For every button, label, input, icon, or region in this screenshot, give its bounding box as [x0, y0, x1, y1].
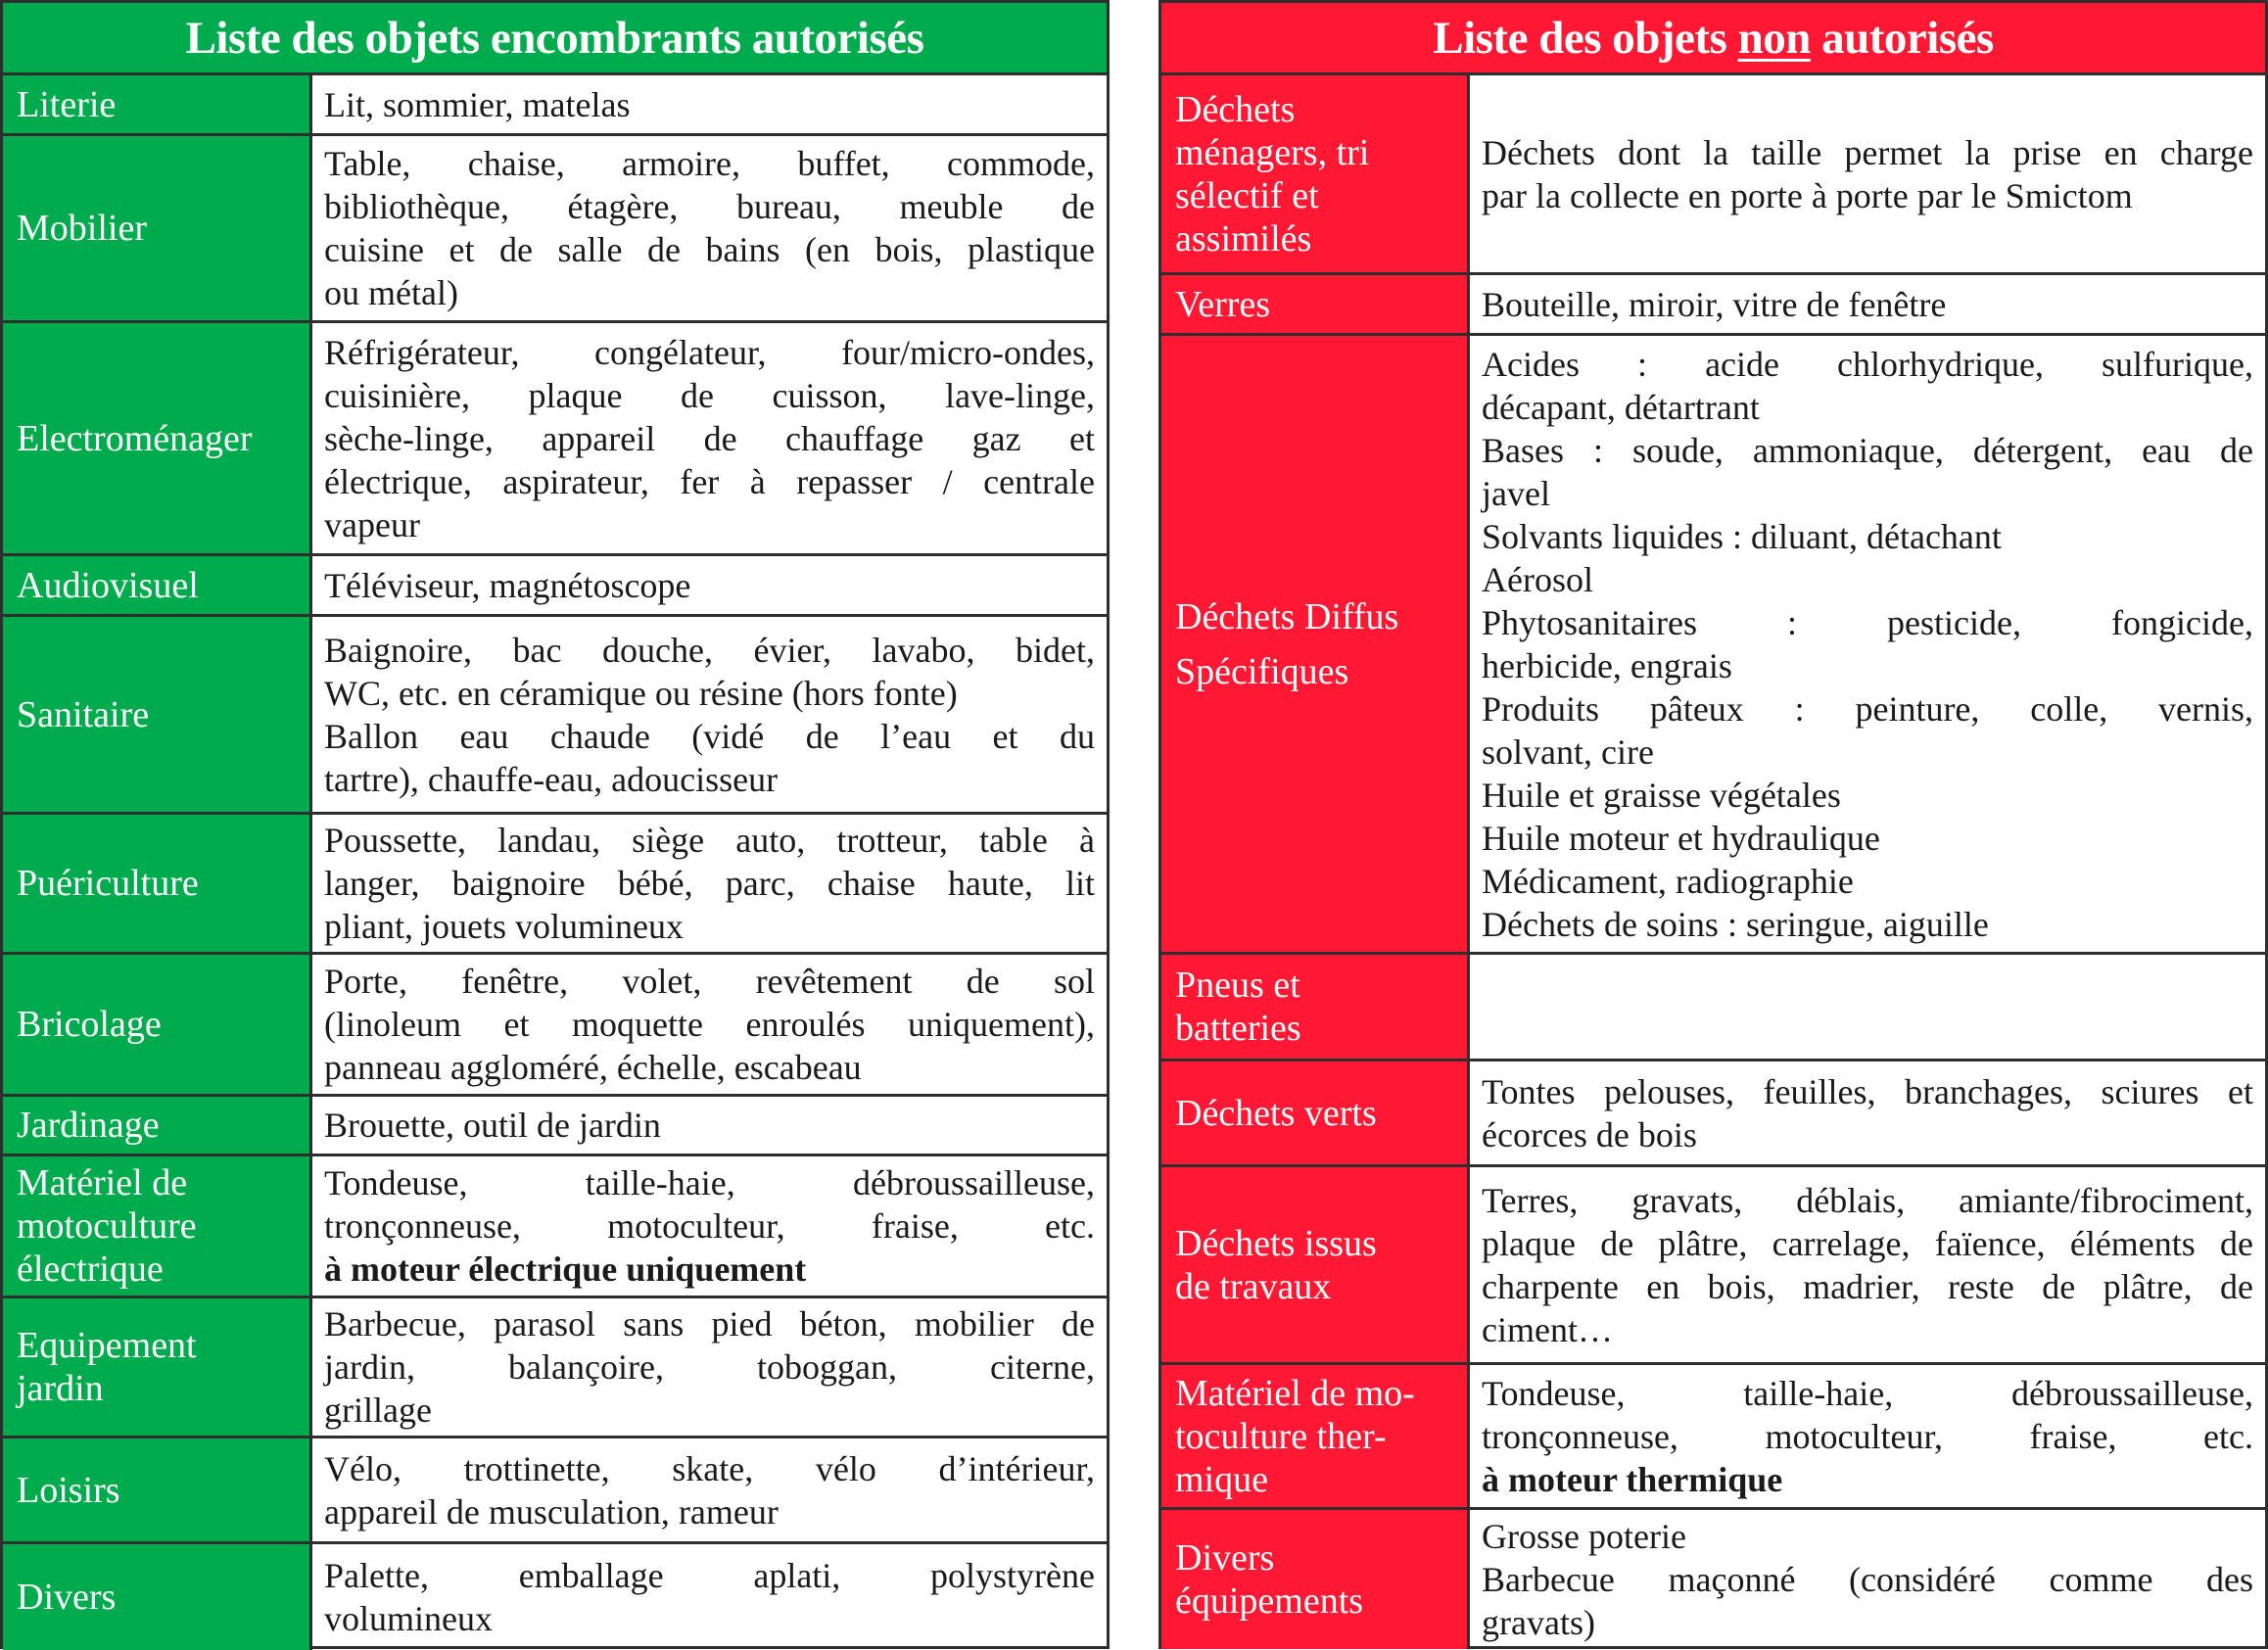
- category-label-line: Déchets issus: [1175, 1222, 1377, 1264]
- item-line: herbicide, engrais: [1482, 645, 1732, 685]
- allowed-title-text: Liste des objets encombrants autorisés: [185, 12, 924, 64]
- category-label: [1161, 1510, 1470, 1649]
- item-line: tartre), chauffe-eau, adoucisseur: [324, 759, 779, 799]
- category-items: [312, 556, 1107, 614]
- category-label-line: Divers: [17, 1577, 117, 1618]
- forbidden-table-row: [1161, 75, 2265, 275]
- category-label-line: Jardinage: [17, 1105, 160, 1146]
- category-label-line: Pneus et: [1175, 965, 1300, 1006]
- item-line: écorces de bois: [1482, 1114, 1697, 1155]
- category-items: [312, 617, 1107, 812]
- item-line: Huile et graisse végétales: [1482, 775, 1841, 815]
- category-label-line: Divers: [1175, 1537, 1275, 1579]
- allowed-table-row: [3, 75, 1107, 136]
- category-label-line: Déchets verts: [1175, 1092, 1377, 1134]
- allowed-table-row: [3, 815, 1107, 955]
- allowed-table-row: [3, 1544, 1107, 1650]
- category-label-line: Déchets Diffus: [1175, 595, 1399, 637]
- category-label: [3, 75, 312, 133]
- item-line: Réfrigérateur, congélateur, four/micro-ondes,: [324, 332, 1095, 372]
- item-line: Palette, emballage aplati, polystyrène: [324, 1556, 1095, 1595]
- item-restriction-note: à moteur thermique: [1482, 1459, 1783, 1499]
- category-label-line: Bricolage: [17, 1004, 162, 1045]
- item-line: Baignoire, bac douche, évier, lavabo, bidet,: [324, 630, 1095, 670]
- item-line: (linoleum et moquette enroulés uniquement),: [324, 1005, 1095, 1044]
- category-label-line: toculture ther-: [1175, 1415, 1387, 1457]
- category-label-line: ménagers, tri: [1175, 131, 1370, 173]
- item-line: Déchets dont la taille permet la prise en charge: [1482, 132, 2253, 172]
- category-items: [1470, 1365, 2265, 1507]
- category-items: [1470, 336, 2265, 952]
- allowed-table-row: [3, 1438, 1107, 1544]
- item-line: Lit, sommier, matelas: [324, 84, 631, 124]
- category-label: [1161, 336, 1470, 952]
- item-line: javel: [1482, 473, 1550, 513]
- category-items: [312, 1544, 1107, 1650]
- item-line: décapant, détartrant: [1482, 387, 1760, 427]
- item-line: Brouette, outil de jardin: [324, 1106, 661, 1145]
- category-items: [1470, 1167, 2265, 1362]
- item-line: Terres, gravats, déblais, amiante/fibrociment,: [1482, 1180, 2253, 1220]
- category-label: [3, 136, 312, 320]
- item-line: Tontes pelouses, feuilles, branchages, sciures et: [1482, 1071, 2253, 1111]
- category-items: [1470, 1510, 2265, 1649]
- category-label-line: assimilés: [1175, 217, 1312, 259]
- forbidden-table-row: [1161, 275, 2265, 336]
- allowed-table-row: [3, 1156, 1107, 1298]
- category-label-line: Electroménager: [17, 417, 253, 459]
- category-items: [312, 1298, 1107, 1436]
- category-label-line: Sanitaire: [17, 693, 150, 735]
- category-label-line: Matériel de: [17, 1162, 188, 1203]
- category-label: [3, 556, 312, 614]
- item-line: ou métal): [324, 273, 458, 312]
- category-label-line: équipements: [1175, 1580, 1364, 1622]
- item-line: WC, etc. en céramique ou résine (hors fonte): [324, 673, 958, 713]
- item-line: Poussette, landau, siège auto, trotteur, table à: [324, 821, 1095, 860]
- item-line: cuisine et de salle de bains (en bois, plastique: [324, 230, 1095, 269]
- category-items: [1470, 955, 2265, 1059]
- category-label-line: mique: [1175, 1458, 1268, 1500]
- item-line: jardin, balançoire, toboggan, citerne,: [324, 1347, 1095, 1387]
- item-line: Tondeuse, taille-haie, débroussailleuse,: [1482, 1373, 2253, 1413]
- item-line: Barbecue maçonné (considéré comme des: [1482, 1560, 2253, 1599]
- item-line: Produits pâteux : peinture, colle, vernis,: [1482, 688, 2253, 729]
- category-label: [3, 1544, 312, 1650]
- item-line: Déchets de soins : seringue, aiguille: [1482, 904, 1989, 944]
- category-label-line: Mobilier: [17, 208, 147, 249]
- category-items: [312, 955, 1107, 1094]
- allowed-table-row: [3, 1097, 1107, 1156]
- item-line: tronçonneuse, motoculteur, fraise, etc.: [324, 1206, 1095, 1246]
- forbidden-table-row: [1161, 336, 2265, 955]
- category-label-line: Equipement: [17, 1325, 197, 1366]
- item-line: Phytosanitaires : pesticide, fongicide,: [1482, 602, 2253, 642]
- item-line: cuisinière, plaque de cuisson, lave-linge,: [324, 375, 1095, 415]
- item-line: Bouteille, miroir, vitre de fenêtre: [1482, 284, 1947, 324]
- item-line: ciment…: [1482, 1309, 1613, 1349]
- allowed-table-row: [3, 955, 1107, 1097]
- category-label-line: Matériel de mo-: [1175, 1372, 1415, 1414]
- item-line: plaque de plâtre, carrelage, faïence, éléments de: [1482, 1223, 2253, 1263]
- item-restriction-note: à moteur électrique uniquement: [324, 1249, 807, 1289]
- allowed-table-row: [3, 323, 1107, 556]
- category-label-line: sélectif et: [1175, 174, 1319, 216]
- category-label: [3, 1156, 312, 1296]
- item-line: par la collecte en porte à porte par le Smictom: [1482, 175, 2133, 215]
- category-items: [1470, 1061, 2265, 1164]
- forbidden-title-start: Liste des objets: [1433, 12, 1738, 64]
- category-label-line: Spécifiques: [1175, 650, 1349, 692]
- category-label-line: Déchets: [1175, 88, 1296, 130]
- item-line: Ballon eau chaude (vidé de l’eau et du: [324, 716, 1095, 756]
- category-items: [1470, 275, 2265, 333]
- forbidden-table-row: [1161, 955, 2265, 1061]
- item-line: Tondeuse, taille-haie, débroussailleuse,: [324, 1163, 1095, 1202]
- item-line: Huile moteur et hydraulique: [1482, 818, 1880, 858]
- category-label: [1161, 955, 1470, 1059]
- category-label: [1161, 1167, 1470, 1362]
- forbidden-table-row: [1161, 1167, 2265, 1365]
- item-line: charpente en bois, madrier, reste de plâtre, de: [1482, 1266, 2253, 1306]
- item-line: bibliothèque, étagère, bureau, meuble de: [324, 187, 1095, 226]
- category-items: [312, 75, 1107, 133]
- category-items: [312, 815, 1107, 952]
- category-items: [312, 1156, 1107, 1296]
- allowed-items-table: [0, 0, 1110, 1649]
- forbidden-table-row: [1161, 1365, 2265, 1510]
- item-line: volumineux: [324, 1599, 493, 1638]
- item-line: grillage: [324, 1391, 432, 1430]
- forbidden-items-table: [1158, 0, 2268, 1649]
- category-label-line: motoculture: [17, 1205, 197, 1247]
- forbidden-title-end: autorisés: [1810, 12, 1994, 64]
- item-line: Bases : soude, ammoniaque, détergent, eau de: [1482, 430, 2253, 470]
- category-label: [3, 1298, 312, 1436]
- item-line: Téléviseur, magnétoscope: [324, 565, 691, 605]
- item-line: pliant, jouets volumineux: [324, 907, 684, 946]
- item-line: Porte, fenêtre, volet, revêtement de sol: [324, 962, 1095, 1001]
- item-line: panneau aggloméré, échelle, escabeau: [324, 1048, 862, 1087]
- category-items: [312, 1097, 1107, 1154]
- category-label: [3, 815, 312, 952]
- category-items: [312, 136, 1107, 320]
- item-line: Acides : acide chlorhydrique, sulfurique,: [1482, 344, 2253, 384]
- item-line: Aérosol: [1482, 559, 1593, 599]
- item-line: électrique, aspirateur, fer à repasser / centrale: [324, 461, 1095, 501]
- item-line: sèche-linge, appareil de chauffage gaz et: [324, 418, 1095, 458]
- item-line: langer, baignoire bébé, parc, chaise haute, lit: [324, 864, 1095, 903]
- category-label: [3, 1438, 312, 1541]
- allowed-table-title: [3, 3, 1107, 75]
- category-label-line: Literie: [17, 83, 117, 125]
- category-label: [3, 1097, 312, 1154]
- allowed-table-row: [3, 1298, 1107, 1438]
- category-label-line: Loisirs: [17, 1469, 120, 1511]
- category-label-line: Verres: [1175, 283, 1271, 325]
- category-label: [1161, 75, 1470, 272]
- forbidden-table-row: [1161, 1510, 2265, 1649]
- category-label-line: Audiovisuel: [17, 564, 199, 606]
- forbidden-title-emphasis: non: [1737, 12, 1811, 64]
- item-line: Grosse poterie: [1482, 1517, 1686, 1556]
- allowed-table-row: [3, 136, 1107, 323]
- category-label: [3, 323, 312, 553]
- item-line: Table, chaise, armoire, buffet, commode,: [324, 144, 1095, 183]
- forbidden-table-row: [1161, 1061, 2265, 1167]
- category-label: [1161, 1365, 1470, 1507]
- category-label: [3, 617, 312, 812]
- allowed-table-row: [3, 556, 1107, 617]
- allowed-table-row: [3, 617, 1107, 815]
- category-items: [312, 1438, 1107, 1541]
- forbidden-table-title: [1161, 3, 2265, 75]
- item-line: appareil de musculation, rameur: [324, 1491, 779, 1532]
- category-label: [1161, 1061, 1470, 1164]
- category-label: [3, 955, 312, 1094]
- category-items: [1470, 75, 2265, 272]
- item-line: gravats): [1482, 1603, 1595, 1642]
- category-label-line: batteries: [1175, 1008, 1301, 1049]
- category-label-line: électrique: [17, 1249, 164, 1290]
- item-line: tronçonneuse, motoculteur, fraise, etc.: [1482, 1416, 2253, 1456]
- category-label-line: jardin: [17, 1368, 104, 1409]
- item-line: Barbecue, parasol sans pied béton, mobilier de: [324, 1304, 1095, 1344]
- item-line: Solvants liquides : diluant, détachant: [1482, 516, 2002, 556]
- category-label-line: Puériculture: [17, 863, 199, 904]
- item-line: solvant, cire: [1482, 731, 1654, 772]
- item-line: vapeur: [324, 504, 420, 544]
- category-label: [1161, 275, 1470, 333]
- item-line: Vélo, trottinette, skate, vélo d’intérieur,: [324, 1448, 1095, 1488]
- category-label-line: de travaux: [1175, 1265, 1332, 1307]
- category-items: [312, 323, 1107, 553]
- item-line: Médicament, radiographie: [1482, 861, 1854, 901]
